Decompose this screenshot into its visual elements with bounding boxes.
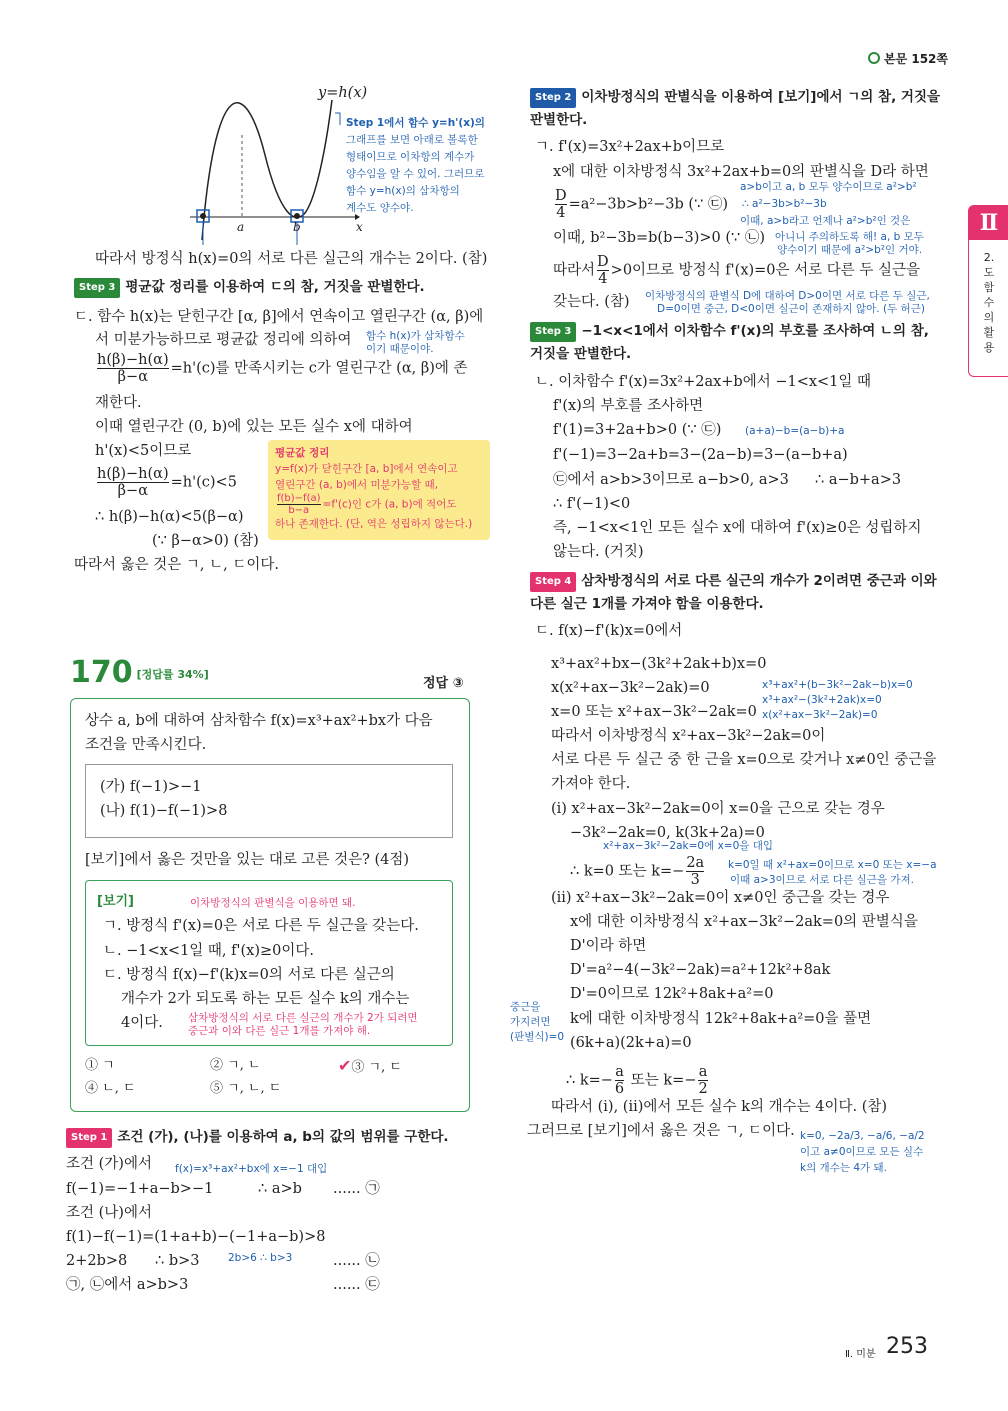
right-step3-2: 거짓을 판별한다. <box>530 346 632 362</box>
n-line-7: 즉, −1<x<1인 모든 실수 x에 대하여 f'(x)≥0은 성립하지 <box>553 520 922 536</box>
r-note-6: 이차방정식의 판별식 D에 대하여 D>0이면 서로 다른 두 실근, D=0이면 중근, D<0이면 실근이 존재하지 않아. (두 허근) <box>645 290 930 315</box>
s-note-5: 2b>6 ∴ b>3 <box>228 1252 293 1264</box>
s-line-3: 조건 (나)에서 <box>66 1205 152 1221</box>
bogi-3-note: 삼차방정식의 서로 다른 실근의 개수가 2가 되려면 중근과 이와 다른 실근 1개를 가져야 해. <box>188 1012 418 1037</box>
mvt-text: 평균값 정리 y=f(x)가 닫힌구간 [a, b]에서 연속이고 열린구간 (a, b)에서 미분가능할 때, $\frac{f(b)-f(a)}{b-a}$ =f'(c)인 c가 (a, b)에 적어도 하나 존재한다. (단, 역은 성립하지 않는다.) <box>275 447 473 530</box>
s-line-2: f(−1)=−1+a−b>−1 <box>66 1181 214 1197</box>
bogi-2: ㄴ. −1<x<1일 때, f'(x)≥0이다. <box>103 943 314 959</box>
problem-q2: 조건을 만족시킨다. <box>85 737 207 753</box>
left-line-1: 따라서 방정식 h(x)=0의 서로 다른 실근의 개수는 2이다. (참) <box>95 251 488 267</box>
problem-q3: [보기]에서 옳은 것만을 있는 대로 고른 것은? (4점) <box>85 852 410 868</box>
d-line-12: x에 대한 이차방정식 x²+ax−3k²−2ak=0의 판별식을 <box>570 914 918 930</box>
n-line-4: f'(−1)=3−2a+b=3−(2a−b)=3−(a−b+a) <box>553 447 848 463</box>
r-note-3: ∴ a²−3b>b²−3b <box>742 198 827 210</box>
condition-box <box>85 764 453 838</box>
s-line-5: 2+2b>8 <box>66 1253 128 1269</box>
d-line-14: D'=a²−4(−3k²−2ak)=a²+12k²+8ak <box>570 962 831 978</box>
s-note-1: f(x)=x³+ax²+bx에 x=−1 대입 <box>175 1163 328 1175</box>
chapter-vertical-label: 2. 도 함 수 의 활 용 <box>983 251 995 354</box>
bogi-1: ㄱ. 방정식 f'(x)=0은 서로 다른 두 실근을 갖는다. <box>103 918 419 934</box>
right-step4: Step 4 삼차방정식의 서로 다른 실근의 개수가 2이려면 중근과 이와 <box>530 572 937 592</box>
problem-q1: 상수 a, b에 대하여 삼차함수 f(x)=x³+ax²+bx가 다음 <box>85 713 433 729</box>
page-number: 253 <box>886 1334 928 1359</box>
left-note-3: 함수 h(x)가 삼차함수 이기 때문이야. <box>366 330 465 355</box>
d-note-9: x²+ax−3k²−2ak=0에 x=0을 대입 <box>603 840 774 852</box>
s-line-6: ㉠, ㉡에서 a>b>3 <box>66 1277 189 1293</box>
s-line-2b: ∴ a>b <box>258 1181 302 1197</box>
n-line-5b: ∴ a−b+a>3 <box>815 472 902 488</box>
chapter-roman: Ⅱ <box>969 206 1008 240</box>
chapter-tab[interactable] <box>968 205 1008 377</box>
left-line-4: $\frac{h(\beta)-h(\alpha)}{\beta-\alpha}$ =h'(c)를 만족시키는 c가 열린구간 (α, β)에 존 <box>97 352 468 385</box>
left-line-2: ㄷ. 함수 h(x)는 닫힌구간 [α, β]에서 연속이고 열린구간 (α, β)에 <box>74 309 484 325</box>
problem-number: 170 [정답률 34%] <box>70 655 209 690</box>
choice-4[interactable]: ④ ㄴ, ㄷ <box>85 1081 136 1096</box>
d-note-15: 중근을 가지려면 (판별식)=0 <box>510 1001 565 1043</box>
d-line-19: 따라서 (i), (ii)에서 모든 실수 k의 개수는 4이다. (참) <box>551 1099 888 1115</box>
circle-icon <box>868 52 880 64</box>
left-line-11: 따라서 옳은 것은 ㄱ, ㄴ, ㄷ이다. <box>74 557 279 573</box>
step-badge: Step 4 <box>530 572 576 592</box>
d-line-4: x=0 또는 x²+ax−3k²−2ak=0 <box>551 704 757 720</box>
s-line-5b: ∴ b>3 <box>155 1253 200 1269</box>
graph-a: a <box>237 220 245 234</box>
r-line-5: 따라서 $\frac{D}{4}$ >0이므로 방정식 f'(x)=0은 서로 다른 두 실근을 <box>553 254 921 287</box>
bogi-3c: 4이다. <box>121 1015 163 1031</box>
left-line-5: 재한다. <box>95 395 142 411</box>
choice-3[interactable]: ✔③ ㄱ, ㄷ <box>338 1056 402 1075</box>
left-line-3: 서 미분가능하므로 평균값 정리에 의하여 <box>95 332 352 348</box>
s-line-5c: ...... ㉡ <box>333 1253 380 1269</box>
s-line-1: 조건 (가)에서 <box>66 1156 152 1172</box>
bogi-3a: ㄷ. 방정식 f(x)−f'(k)x=0의 서로 다른 실근의 <box>103 967 395 983</box>
d-line-11: (ii) x²+ax−3k²−2ak=0이 x≠0인 중근을 갖는 경우 <box>551 890 890 906</box>
r-line-6: 갖는다. (참) <box>553 294 630 310</box>
s-line-2c: ...... ㉠ <box>333 1181 380 1197</box>
d-line-7: 가져야 한다. <box>551 776 631 792</box>
page-ref: 본문 152쪽 <box>868 50 948 67</box>
d-note-3: x³+ax²+(b−3k²−2ak−b)x=0 x³+ax²−(3k²+2ak)x=0 x(x²+ax−3k²−2ak)=0 <box>762 679 913 721</box>
s-line-6c: ...... ㉢ <box>333 1277 380 1293</box>
right-step2: Step 2 이차방정식의 판별식을 이용하여 [보기]에서 ㄱ의 참, 거짓을 <box>530 88 940 108</box>
right-step3: Step 3 −1<x<1에서 이차함수 f'(x)의 부호를 조사하여 ㄴ의 참, <box>530 322 929 342</box>
d-note-10: k=0일 때 x²+ax=0이므로 x=0 또는 x=−a 이때 a>3이므로 서로 다른 실근을 가져. <box>728 859 937 886</box>
d-line-5: 따라서 이차방정식 x²+ax−3k²−2ak=0이 <box>551 728 826 744</box>
right-step4-2: 다른 실근 1개를 가져야 함을 이용한다. <box>530 596 764 612</box>
left-line-7: h'(x)<5이므로 <box>95 443 192 459</box>
left-line-9: ∴ h(β)−h(α)<5(β−α) <box>95 509 244 525</box>
bogi-title: [보기] <box>97 894 134 909</box>
r-note-4: 아니니 주의하도록 해! a, b 모두 양수이기 때문에 a²>b²인 거야. <box>775 231 924 256</box>
r-note-3b: 이때, a>b라고 언제나 a²>b²인 것은 <box>740 215 911 227</box>
n-note-3: (a+a)−b=(a−b)+a <box>745 425 845 437</box>
d-line-20: 그러므로 [보기]에서 옳은 것은 ㄱ, ㄷ이다. <box>527 1123 795 1139</box>
choice-1[interactable]: ① ㄱ <box>85 1058 115 1073</box>
choice-2[interactable]: ② ㄱ, ㄴ <box>210 1058 261 1073</box>
check-icon: ✔ <box>338 1056 352 1075</box>
n-line-5: ㉢에서 a>b>3이므로 a−b>0, a>3 <box>553 472 789 488</box>
problem-answer: 정답 ③ <box>423 676 464 691</box>
d-line-6: 서로 다른 두 실근 중 한 근을 x=0으로 갖거나 x≠0인 중근을 <box>551 752 937 768</box>
n-line-8: 않는다. (거짓) <box>553 544 644 560</box>
d-line-16: k에 대한 이차방정식 12k²+8ak+a²=0을 풀면 <box>570 1011 872 1027</box>
d-line-18: ∴ k=− $\frac{a}{6}$ 또는 k=− $\frac{a}{2}$ <box>566 1064 708 1097</box>
n-line-6: ∴ f'(−1)<0 <box>553 496 631 512</box>
d-line-1: ㄷ. f(x)−f'(k)x=0에서 <box>535 623 683 639</box>
bogi-note: 이차방정식의 판별식을 이용하면 돼. <box>190 897 356 909</box>
step-badge: Step 2 <box>530 88 576 108</box>
d-line-15: D'=0이므로 12k²+8ak+a²=0 <box>570 986 774 1002</box>
d-line-13: D'이라 하면 <box>570 938 647 954</box>
step-badge: Step 3 <box>530 322 576 342</box>
d-note-20: k=0, −2a/3, −a/6, −a/2 이고 a≠0이므로 모든 실수 k의 개수는 4가 돼. <box>800 1130 925 1174</box>
graph-label: y=h(x) <box>318 85 368 101</box>
step-badge: Step 1 <box>66 1128 112 1148</box>
bogi-3b: 개수가 2가 되도록 하는 모든 실수 k의 개수는 <box>121 991 410 1007</box>
d-line-2: x³+ax²+bx−(3k²+2ak+b)x=0 <box>551 656 767 672</box>
left-step3: Step 3 평균값 정리를 이용하여 ㄷ의 참, 거짓을 판별한다. <box>74 278 425 298</box>
d-line-17: (6k+a)(2k+a)=0 <box>570 1035 692 1051</box>
graph-b: b <box>293 220 301 234</box>
right-step2-2: 판별한다. <box>530 112 588 128</box>
step-badge: Step 3 <box>74 278 120 298</box>
r-note-2: a>b이고 a, b 모두 양수이므로 a²>b² <box>740 181 917 193</box>
condition-1: (가) f(−1)>−1 <box>100 779 202 795</box>
n-line-1: ㄴ. 이차함수 f'(x)=3x²+2ax+b에서 −1<x<1일 때 <box>535 374 872 390</box>
d-line-3: x(x²+ax−3k²−2ak)=0 <box>551 680 710 696</box>
d-line-10: ∴ k=0 또는 k=− $\frac{2a}{3}$ <box>570 855 705 888</box>
left-line-10: (∵ β−α>0) (참) <box>152 533 259 549</box>
s-line-4: f(1)−f(−1)=(1+a+b)−(−1+a−b)>8 <box>66 1229 326 1245</box>
left-line-6: 이때 열린구간 (0, b)에 있는 모든 실수 x에 대하여 <box>95 419 413 435</box>
d-line-9: −3k²−2ak=0, k(3k+2a)=0 <box>570 825 765 841</box>
graph-x: x <box>356 220 363 234</box>
graph-note: Step 1에서 함수 y=h'(x)의 그래프를 보면 아래로 볼록한 형태이므로 이차항의 계수가 양수임을 알 수 있어. 그러므로 함수 y=h(x)의 삼차항의 계수도 양수야. <box>346 117 485 214</box>
n-line-2: f'(x)의 부호를 조사하면 <box>553 398 704 414</box>
condition-2: (나) f(1)−f(−1)>8 <box>100 803 228 819</box>
r-line-2: x에 대한 이차방정식 3x²+2ax+b=0의 판별식을 D라 하면 <box>553 164 929 180</box>
graph-h <box>180 95 360 245</box>
choice-5[interactable]: ⑤ ㄱ, ㄴ, ㄷ <box>210 1081 282 1096</box>
r-line-3: $\frac{D}{4}$ =a²−3b>b²−3b (∵ ㉢) <box>555 188 729 221</box>
left-line-8: $\frac{h(\beta)-h(\alpha)}{\beta-\alpha}$ =h'(c)<5 <box>97 466 237 499</box>
r-line-1: ㄱ. f'(x)=3x²+2ax+b이므로 <box>535 139 725 155</box>
left-step1: Step 1 조건 (가), (나)를 이용하여 a, b의 값의 범위를 구한다. <box>66 1128 449 1148</box>
r-line-4: 이때, b²−3b=b(b−3)>0 (∵ ㉡) <box>553 230 766 246</box>
footer-section: Ⅱ. 미분 <box>845 1349 876 1360</box>
d-line-8: (i) x²+ax−3k²−2ak=0이 x=0을 근으로 갖는 경우 <box>551 801 885 817</box>
n-line-3: f'(1)=3+2a+b>0 (∵ ㉢) <box>553 422 722 438</box>
